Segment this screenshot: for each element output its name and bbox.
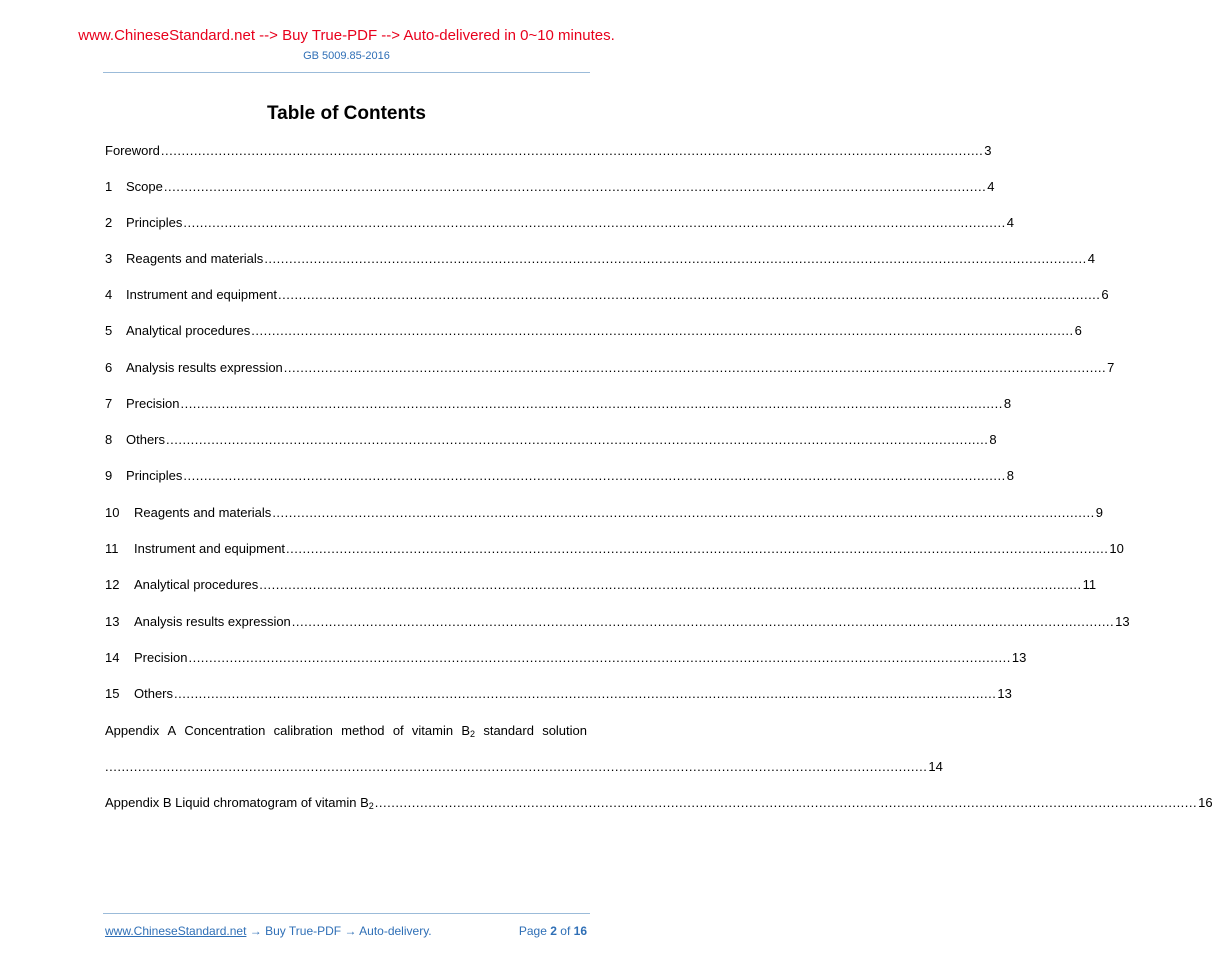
- toc-entry-page: 14: [928, 759, 943, 774]
- standard-code: GB 5009.85-2016: [303, 50, 390, 62]
- toc-entry-label: Reagents and materials: [134, 505, 272, 520]
- page-info: [519, 924, 587, 938]
- toc-entry-foreword[interactable]: [105, 143, 992, 159]
- toc-entry-number: 6: [105, 360, 113, 375]
- toc-entry-page: 13: [997, 686, 1012, 701]
- page-label: Page: [518, 924, 547, 938]
- toc-entry-page: 7: [1107, 360, 1115, 375]
- leader-dots: ........................................................................................................................................................................................................: [283, 360, 1107, 375]
- toc-entry[interactable]: [105, 215, 1014, 231]
- toc-entry-page: 8: [1003, 396, 1012, 411]
- toc-entry-number: 7: [105, 396, 113, 411]
- toc-entry-page: 6: [1074, 323, 1082, 338]
- appendix-word: standard: [483, 723, 534, 738]
- toc-entry-label: Others: [134, 686, 174, 701]
- toc-entry[interactable]: [105, 396, 1012, 412]
- leader-dots: ........................................................................................................................................................................................................: [180, 396, 1003, 411]
- leader-dots: ........................................................................................................................................................................................................: [188, 650, 1011, 665]
- appendix-word-vitamin-b2: $B_2$: [461, 723, 476, 739]
- toc-entry-page: 16: [1198, 795, 1213, 810]
- subscript: 2: [368, 801, 374, 811]
- header-divider: [103, 72, 590, 73]
- toc-entry-number: 9: [105, 468, 113, 483]
- toc-entry[interactable]: [105, 287, 1109, 303]
- toc-entry-appendix-a[interactable]: [105, 723, 587, 742]
- arrow-icon: →: [249, 924, 262, 938]
- top-banner[interactable]: www.ChineseStandard.net --> Buy True-PDF --> Auto-delivered in 0~10 minutes.: [78, 27, 615, 44]
- toc-title: Table of Contents: [266, 103, 427, 124]
- footer: [105, 924, 587, 938]
- toc-entry-number: 4: [105, 287, 113, 302]
- page-current: 2: [550, 924, 557, 938]
- leader-dots: ........................................................................................................................................................................................................: [163, 179, 987, 194]
- toc-entry[interactable]: [105, 323, 1082, 339]
- leader-dots: ........................................................................................................................................................................................................: [105, 759, 928, 774]
- toc-entry-number: 10: [105, 505, 120, 520]
- toc-entry-page: 4: [1087, 251, 1095, 266]
- leader-dots: ........................................................................................................................................................................................................: [374, 795, 1198, 810]
- toc-entry-number: 1: [105, 179, 113, 194]
- toc-entry-number: 13: [105, 614, 120, 629]
- leader-dots: ........................................................................................................................................................................................................: [259, 577, 1082, 592]
- toc-entry-number: 5: [105, 323, 113, 338]
- toc-entry-label: Foreword: [105, 143, 160, 158]
- footer-divider: [103, 913, 590, 914]
- appendix-word: solution: [542, 723, 587, 738]
- toc-entry-label: Instrument and equipment: [126, 287, 278, 302]
- toc-entry-number: 3: [105, 251, 113, 266]
- toc-entry-number: 2: [105, 215, 113, 230]
- page-of: of: [560, 924, 571, 938]
- leader-dots: ........................................................................................................................................................................................................: [251, 323, 1074, 338]
- toc-entry[interactable]: [105, 360, 1115, 376]
- leader-dots: ........................................................................................................................................................................................................: [166, 432, 989, 447]
- toc-entry-label: Others: [126, 432, 166, 447]
- toc-entry[interactable]: [105, 179, 995, 195]
- toc-entry[interactable]: [105, 432, 997, 448]
- leader-dots: ........................................................................................................................................................................................................: [278, 287, 1101, 302]
- leader-dots: ........................................................................................................................................................................................................: [183, 215, 1006, 230]
- toc-entry-page: 10: [1109, 541, 1124, 556]
- toc-entry-page: 4: [1006, 215, 1014, 230]
- appendix-word: Concentration: [184, 723, 266, 738]
- toc-entry-page: 8: [1006, 468, 1014, 483]
- footer-promo: [105, 924, 432, 938]
- toc-entry-number: 8: [105, 432, 113, 447]
- toc-entry[interactable]: [105, 577, 1097, 593]
- toc-entry[interactable]: [105, 541, 1124, 557]
- toc-entry-page: 13: [1011, 650, 1027, 665]
- footer-buy-text: Buy True-PDF: [265, 924, 342, 938]
- appendix-word: calibration: [273, 723, 333, 738]
- leader-dots: ........................................................................................................................................................................................................: [286, 541, 1109, 556]
- appendix-word: A: [167, 723, 177, 738]
- arrow-icon: →: [344, 924, 357, 938]
- toc-entry-number: 15: [105, 686, 120, 701]
- appendix-word: Appendix: [105, 723, 160, 738]
- toc-entry-page: 11: [1082, 577, 1097, 592]
- toc-entry[interactable]: [105, 686, 1012, 702]
- page-total: 16: [573, 924, 587, 938]
- toc-entry-label: Analytical procedures: [126, 323, 251, 338]
- toc-entry-number: 12: [105, 577, 120, 592]
- toc-entry[interactable]: [105, 505, 1103, 521]
- footer-delivery-text: Auto-delivery.: [359, 924, 432, 938]
- leader-dots: ........................................................................................................................................................................................................: [291, 614, 1115, 629]
- toc-entry-label: Analytical procedures: [134, 577, 259, 592]
- toc-entry-label: Analysis results expression: [134, 614, 291, 629]
- toc-entry-label: Precision: [126, 396, 180, 411]
- toc-entry-number: 14: [105, 650, 120, 665]
- subscript: 2: [470, 729, 476, 739]
- toc-entry-appendix-a-continued[interactable]: [105, 759, 943, 775]
- toc-entry-label: Analysis results expression: [126, 360, 283, 375]
- footer-link[interactable]: www.ChineseStandard.net: [105, 924, 247, 938]
- toc-entry-label: Instrument and equipment: [134, 541, 286, 556]
- toc-entry-page: 6: [1101, 287, 1109, 302]
- toc-entry-page: 8: [989, 432, 997, 447]
- appendix-word: vitamin: [411, 723, 454, 738]
- appendix-word: method: [341, 723, 385, 738]
- toc-entry-label: Precision: [134, 650, 188, 665]
- toc-entry-page: 4: [987, 179, 995, 194]
- toc-entry[interactable]: [105, 614, 1130, 630]
- toc-entry-page: 13: [1115, 614, 1130, 629]
- toc-entry[interactable]: [105, 468, 1014, 484]
- toc-entry[interactable]: [105, 251, 1095, 267]
- toc-entry[interactable]: [105, 650, 1027, 666]
- toc-entry-label: Scope: [126, 179, 163, 194]
- toc-entry-label: Principles: [126, 215, 183, 230]
- leader-dots: ........................................................................................................................................................................................................: [264, 251, 1087, 266]
- leader-dots: ........................................................................................................................................................................................................: [174, 686, 997, 701]
- leader-dots: ........................................................................................................................................................................................................: [160, 143, 984, 158]
- toc-entry-appendix-b[interactable]: [105, 795, 1213, 814]
- toc-entry-number: 11: [105, 541, 119, 556]
- toc-entry-page: 9: [1095, 505, 1103, 520]
- leader-dots: ........................................................................................................................................................................................................: [183, 468, 1006, 483]
- toc-entry-label: Principles: [126, 468, 183, 483]
- toc-entry-label: Reagents and materials: [126, 251, 264, 266]
- leader-dots: ........................................................................................................................................................................................................: [272, 505, 1095, 520]
- toc-entry-label: Appendix B Liquid chromatogram of vitamin $B_2$: [105, 795, 374, 811]
- appendix-word: of: [392, 723, 404, 738]
- toc-entry-page: 3: [984, 143, 992, 158]
